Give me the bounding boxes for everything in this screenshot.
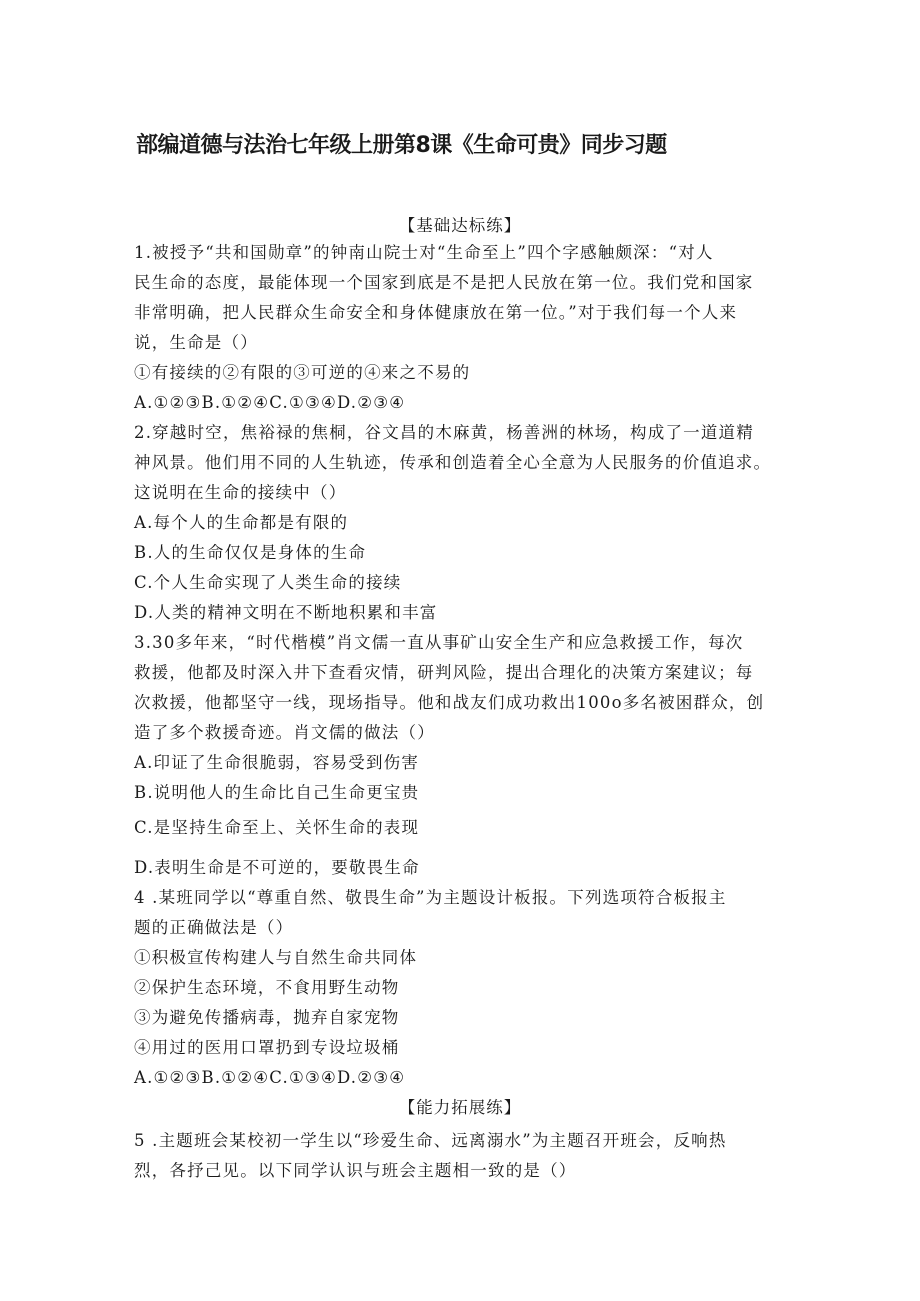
- text-line: ①有接续的②有限的③可逆的④来之不易的: [134, 363, 471, 382]
- text-line: 5 .主题班会某校初一学生以“珍爱生命、远离溺水”为主题召开班会，反响热: [134, 1131, 727, 1150]
- text-line: 3.30多年来，“时代楷模”肖文儒一直从事矿山安全生产和应急救援工作，每次: [134, 633, 744, 652]
- text-line: 1.被授予“共和国勋章”的钟南山院士对“生命至上”四个字感触颇深：“对人: [134, 243, 714, 262]
- document-title: 部编道德与法治七年级上册第8课《生命可贵》同步习题: [136, 133, 667, 158]
- text-line: 非常明确，把人民群众生命安全和身体健康放在第一位。”对于我们每一个人来: [134, 303, 738, 322]
- section-heading-basic: 【基础达标练】: [398, 216, 522, 235]
- text-line: 4 .某班同学以“尊重自然、敬畏生命”为主题设计板报。下列选项符合板报主: [134, 888, 727, 907]
- text-line: ④用过的医用口罩扔到专设垃圾桶: [134, 1038, 400, 1057]
- text-line: C.是坚持生命至上、关怀生命的表现: [134, 818, 420, 837]
- text-line: D.表明生命是不可逆的，要敬畏生命: [134, 858, 420, 877]
- text-line: 次救援，他都坚守一线，现场指导。他和战友们成功救出100o多名被困群众，创: [134, 693, 765, 712]
- text-line: C.个人生命实现了人类生命的接续: [134, 573, 402, 592]
- text-line: 神风景。他们用不同的人生轨迹，传承和创造着全心全意为人民服务的价值追求。: [134, 453, 772, 472]
- text-line: 2.穿越时空，焦裕禄的焦桐，谷文昌的木麻黄，杨善洲的林场，构成了一道道精: [134, 423, 754, 442]
- text-line: A.印证了生命很脆弱，容易受到伤害: [134, 753, 420, 772]
- text-line: A.每个人的生命都是有限的: [134, 513, 349, 532]
- text-line: D.人类的精神文明在不断地积累和丰富: [134, 603, 438, 622]
- text-line: A.①②③B.①②④C.①③④D.②③④: [134, 393, 406, 412]
- text-line: 造了多个救援奇迹。肖文儒的做法（）: [134, 723, 435, 742]
- text-line: 这说明在生命的接续中（）: [134, 483, 347, 502]
- text-line: ③为避免传播病毒，抛弃自家宠物: [134, 1008, 400, 1027]
- text-line: 烈，各抒己见。以下同学认识与班会主题相一致的是（）: [134, 1161, 577, 1180]
- text-line: 救援，他都及时深入井下查看灾情，研判风险，提出合理化的决策方案建议；每: [134, 663, 754, 682]
- text-line: 题的正确做法是（）: [134, 918, 294, 937]
- text-line: ②保护生态环境，不食用野生动物: [134, 978, 400, 997]
- text-line: B.人的生命仅仅是身体的生命: [134, 543, 367, 562]
- text-line: 民生命的态度，最能体现一个国家到底是不是把人民放在第一位。我们党和国家: [134, 273, 754, 292]
- text-line: A.①②③B.①②④C.①③④D.②③④: [134, 1068, 406, 1087]
- text-line: 说，生命是（）: [134, 333, 258, 352]
- section-heading-ability: 【能力拓展练】: [398, 1098, 522, 1117]
- text-line: B.说明他人的生命比自己生命更宝贵: [134, 783, 420, 802]
- text-line: ①积极宣传构建人与自然生命共同体: [134, 948, 418, 967]
